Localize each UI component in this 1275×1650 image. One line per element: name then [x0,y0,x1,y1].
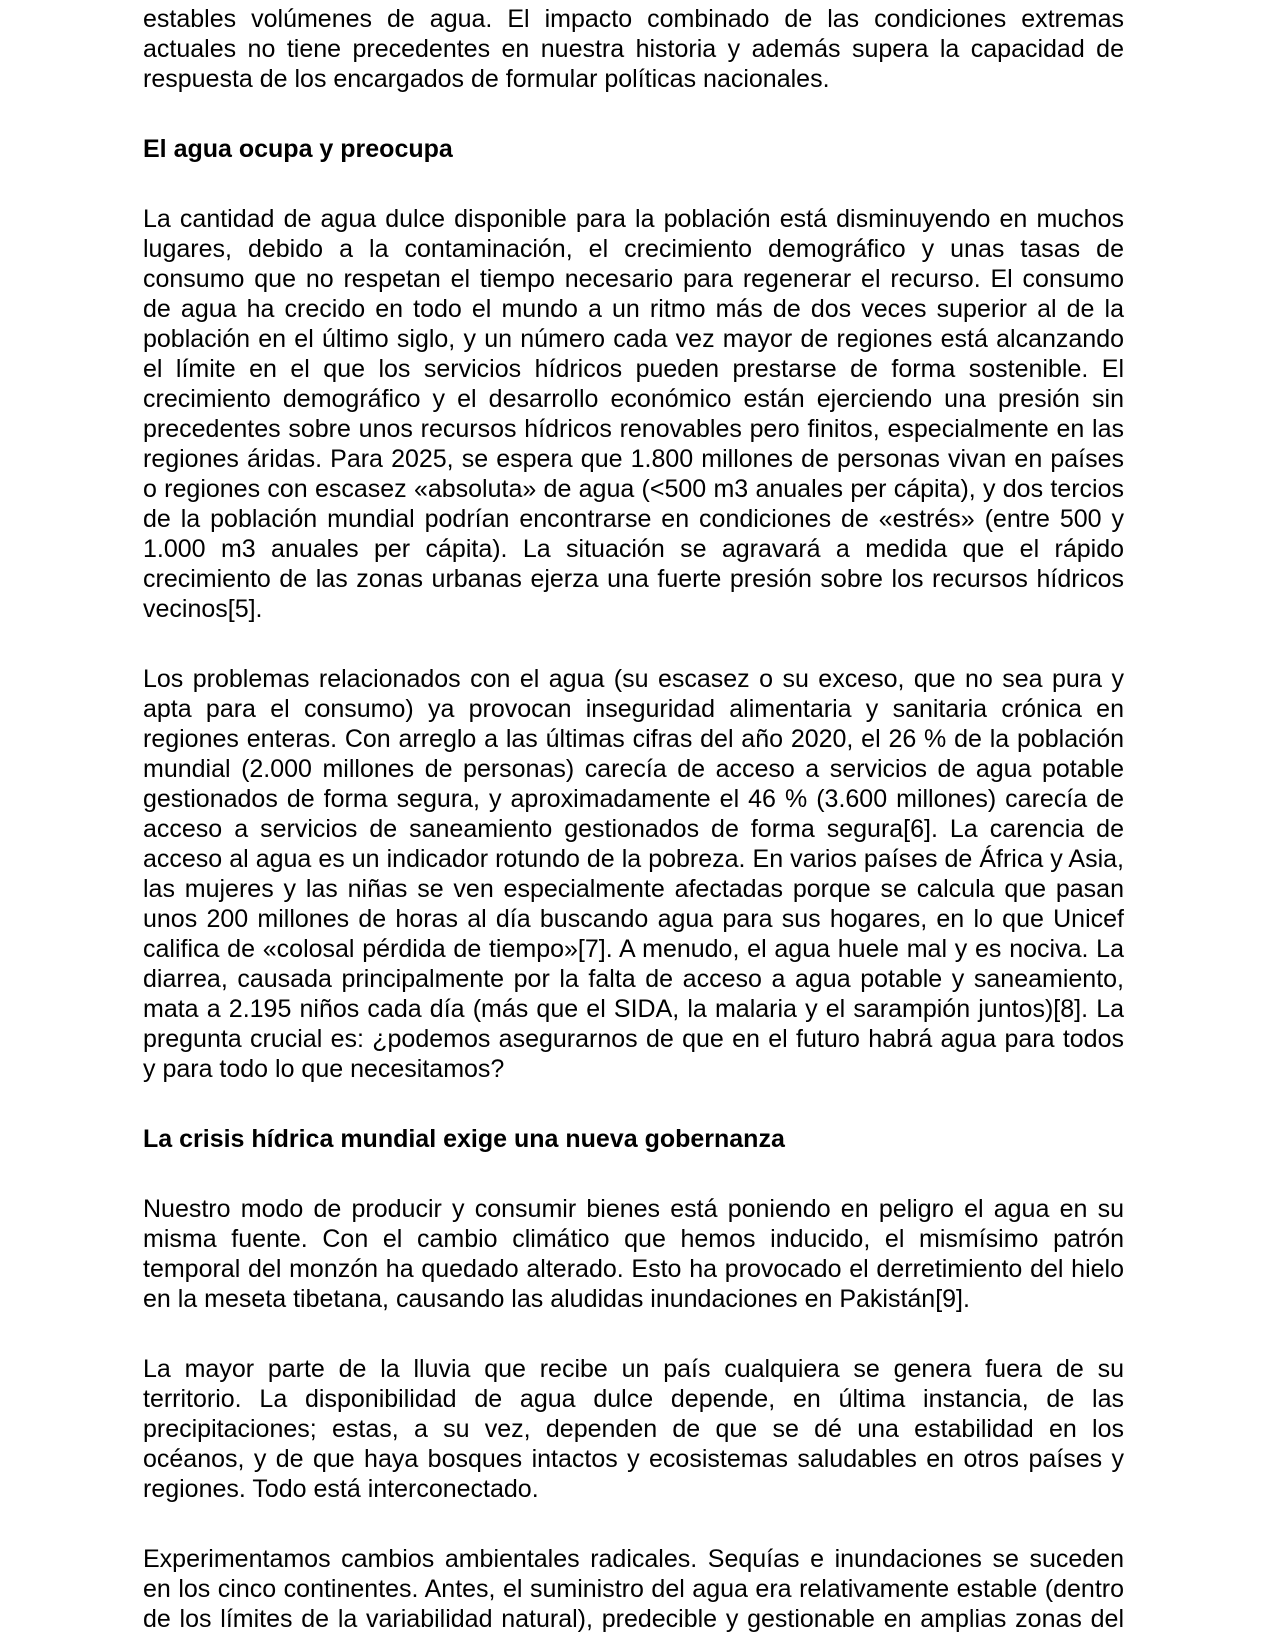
section-heading-agua-ocupa: El agua ocupa y preocupa [143,135,453,163]
document-page [143,0,1124,1634]
paragraph-lluvia-territorio: La mayor parte de la lluvia que recibe un país cualquiera se genera fuera de su territorio. La disponibilidad de agua dulce depende, en última instancia, de las precipitaciones; estas, a su vez, dependen de que se dé una estabilidad en los océanos, y de que haya bosques intactos y ecosistemas saludables en otros países y regiones. Todo está interconectado. [143,1355,1124,1503]
section-heading-crisis-hidrica: La crisis hídrica mundial exige una nueva gobernanza [143,1125,785,1153]
paragraph-problemas-agua: Los problemas relacionados con el agua (su escasez o su exceso, que no sea pura y apta para el consumo) ya provocan inseguridad alimentaria y sanitaria crónica en regiones enteras. Con arreglo a las últimas cifras del año 2020, el 26 % de la población mundial (2.000 millones de personas) carecía de acceso a servicios de agua potable gestionados de forma segura, y aproximadamente el 46 % (3.600 millones) carecía de acceso a servicios de saneamiento gestionados de forma segura[6]. La carencia de acceso al agua es un indicador rotundo de la pobreza. En varios países de África y Asia, las mujeres y las niñas se ven especialmente afectadas porque se calcula que pasan unos 200 millones de horas al día buscando agua para sus hogares, en lo que Unicef califica de «colosal pérdida de tiempo»[7]. A menudo, el agua huele mal y es nociva. La diarrea, causada principalmente por la falta de acceso a agua potable y saneamiento, mata a 2.195 niños cada día (más que el SIDA, la malaria y el sarampión juntos)[8]. La pregunta crucial es: ¿podemos asegurarnos de que en el futuro habrá agua para todos y para todo lo que necesitamos? [143,665,1124,1083]
paragraph-continuation: estables volúmenes de agua. El impacto combinado de las condiciones extremas actuales no tiene precedentes en nuestra historia y además supera la capacidad de respuesta de los encargados de formular políticas nacionales. [143,5,1124,93]
paragraph-modo-producir: Nuestro modo de producir y consumir bienes está poniendo en peligro el agua en su misma fuente. Con el cambio climático que hemos inducido, el mismísimo patrón temporal del monzón ha quedado alterado. Esto ha provocado el derretimiento del hielo en la meseta tibetana, causando las aludidas inundaciones en Pakistán[9]. [143,1195,1124,1313]
paragraph-cantidad-agua-dulce: La cantidad de agua dulce disponible para la población está disminuyendo en muchos lugares, debido a la contaminación, el crecimiento demográfico y unas tasas de consumo que no respetan el tiempo necesario para regenerar el recurso. El consumo de agua ha crecido en todo el mundo a un ritmo más de dos veces superior al de la población en el último siglo, y un número cada vez mayor de regiones está alcanzando el límite en el que los servicios hídricos pueden prestarse de forma sostenible. El crecimiento demográfico y el desarrollo económico están ejerciendo una presión sin precedentes sobre unos recursos hídricos renovables pero finitos, especialmente en las regiones áridas. Para 2025, se espera que 1.800 millones de personas vivan en países o regiones con escasez «absoluta» de agua (<500 m3 anuales per cápita), y dos tercios de la población mundial podrían encontrarse en condiciones de «estrés» (entre 500 y 1.000 m3 anuales per cápita). La situación se agravará a medida que el rápido crecimiento de las zonas urbanas ejerza una fuerte presión sobre los recursos hídricos vecinos[5]. [143,205,1124,623]
paragraph-cambios-ambientales-truncated: Experimentamos cambios ambientales radicales. Sequías e inundaciones se suceden en los cinco continentes. Antes, el suministro del agua era relativamente estable (dentro de los límites de la variabilidad natural), predecible y gestionable en amplias zonas del [143,1545,1124,1633]
